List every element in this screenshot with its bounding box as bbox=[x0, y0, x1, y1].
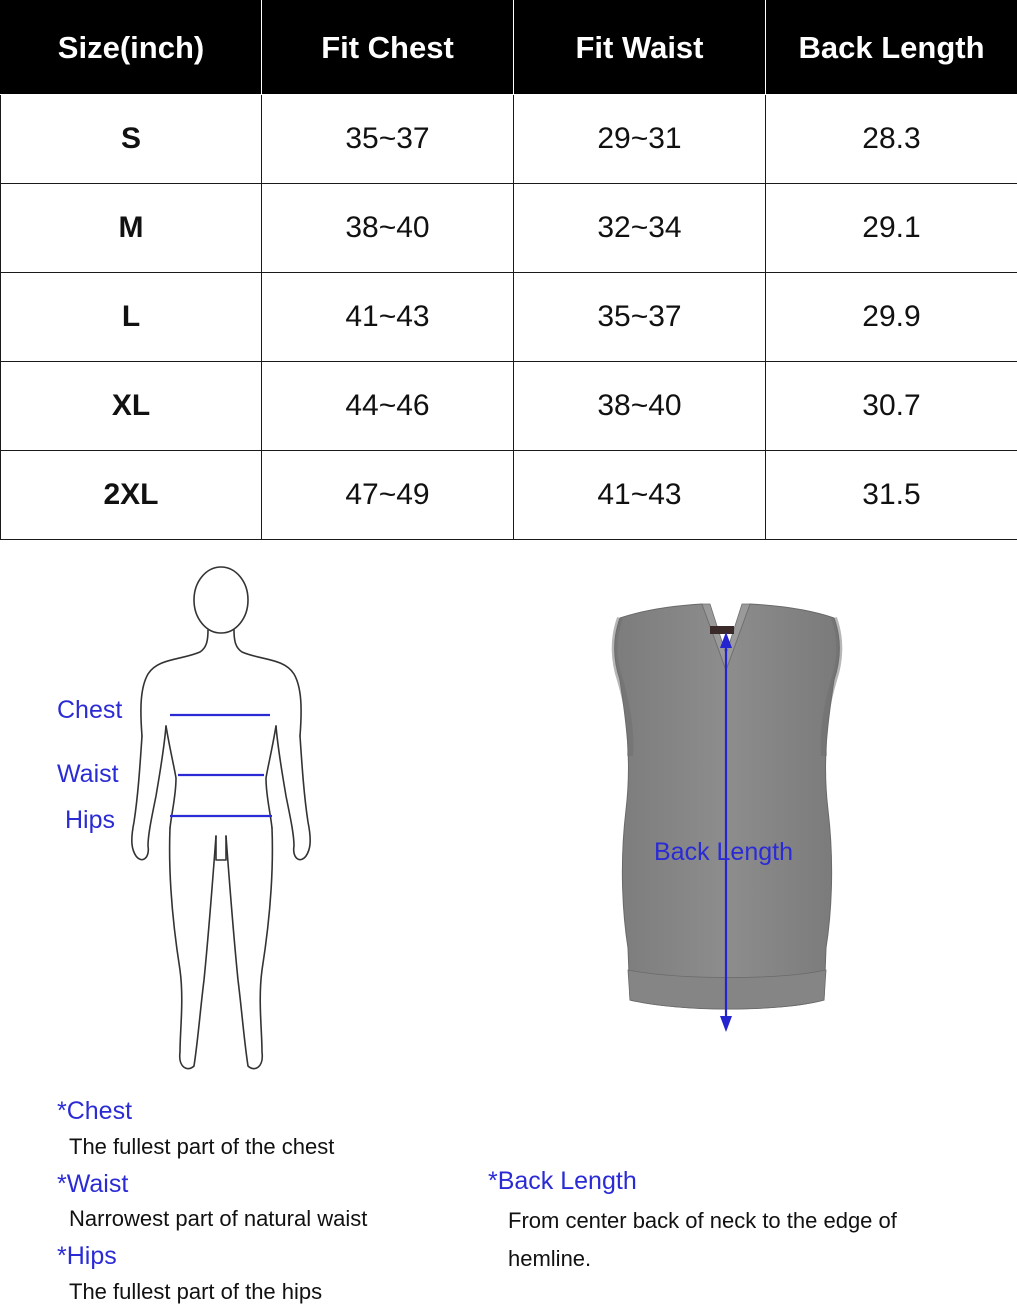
header-fit-waist: Fit Waist bbox=[514, 1, 766, 95]
note-back-length-text: From center back of neck to the edge of hemline. bbox=[508, 1208, 897, 1271]
chest-cell: 38~40 bbox=[262, 184, 514, 273]
sweater-vest-icon bbox=[590, 600, 870, 1040]
chest-cell: 47~49 bbox=[262, 451, 514, 540]
chest-cell: 35~37 bbox=[262, 95, 514, 184]
size-cell: 2XL bbox=[1, 451, 262, 540]
note-hips-title: *Hips bbox=[57, 1242, 117, 1270]
body-label-hips: Hips bbox=[65, 806, 116, 834]
note-hips-text: The fullest part of the hips bbox=[69, 1279, 323, 1304]
size-chart-table bbox=[0, 0, 1017, 540]
header-fit-chest: Fit Chest bbox=[262, 1, 514, 95]
size-cell: M bbox=[1, 184, 262, 273]
note-waist-title: *Waist bbox=[57, 1170, 129, 1198]
table-row bbox=[1, 362, 1017, 451]
back-length-cell: 31.5 bbox=[766, 451, 1017, 540]
body-measurement-figure bbox=[120, 560, 320, 1090]
vest-figure bbox=[590, 600, 870, 1040]
waist-cell: 38~40 bbox=[514, 362, 766, 451]
back-length-cell: 30.7 bbox=[766, 362, 1017, 451]
note-back-length-title: *Back Length bbox=[488, 1167, 637, 1195]
table-row bbox=[1, 95, 1017, 184]
size-cell: L bbox=[1, 273, 262, 362]
chest-cell: 41~43 bbox=[262, 273, 514, 362]
back-length-cell: 29.1 bbox=[766, 184, 1017, 273]
note-chest-title: *Chest bbox=[57, 1097, 133, 1125]
waist-cell: 35~37 bbox=[514, 273, 766, 362]
waist-cell: 32~34 bbox=[514, 184, 766, 273]
body-label-waist: Waist bbox=[57, 760, 119, 788]
vest-label-back-length: Back Length bbox=[654, 838, 793, 866]
note-waist-text: Narrowest part of natural waist bbox=[69, 1206, 368, 1231]
size-cell: XL bbox=[1, 362, 262, 451]
table-header-row bbox=[1, 1, 1017, 95]
size-cell: S bbox=[1, 95, 262, 184]
body-label-chest: Chest bbox=[57, 696, 123, 724]
back-length-cell: 28.3 bbox=[766, 95, 1017, 184]
header-size: Size(inch) bbox=[1, 1, 262, 95]
note-chest-text: The fullest part of the chest bbox=[69, 1134, 335, 1159]
back-length-cell: 29.9 bbox=[766, 273, 1017, 362]
table-row bbox=[1, 451, 1017, 540]
header-back-length: Back Length bbox=[766, 1, 1017, 95]
waist-cell: 41~43 bbox=[514, 451, 766, 540]
table-row bbox=[1, 273, 1017, 362]
chest-cell: 44~46 bbox=[262, 362, 514, 451]
table-row bbox=[1, 184, 1017, 273]
human-silhouette-icon bbox=[120, 560, 320, 1090]
waist-cell: 29~31 bbox=[514, 95, 766, 184]
